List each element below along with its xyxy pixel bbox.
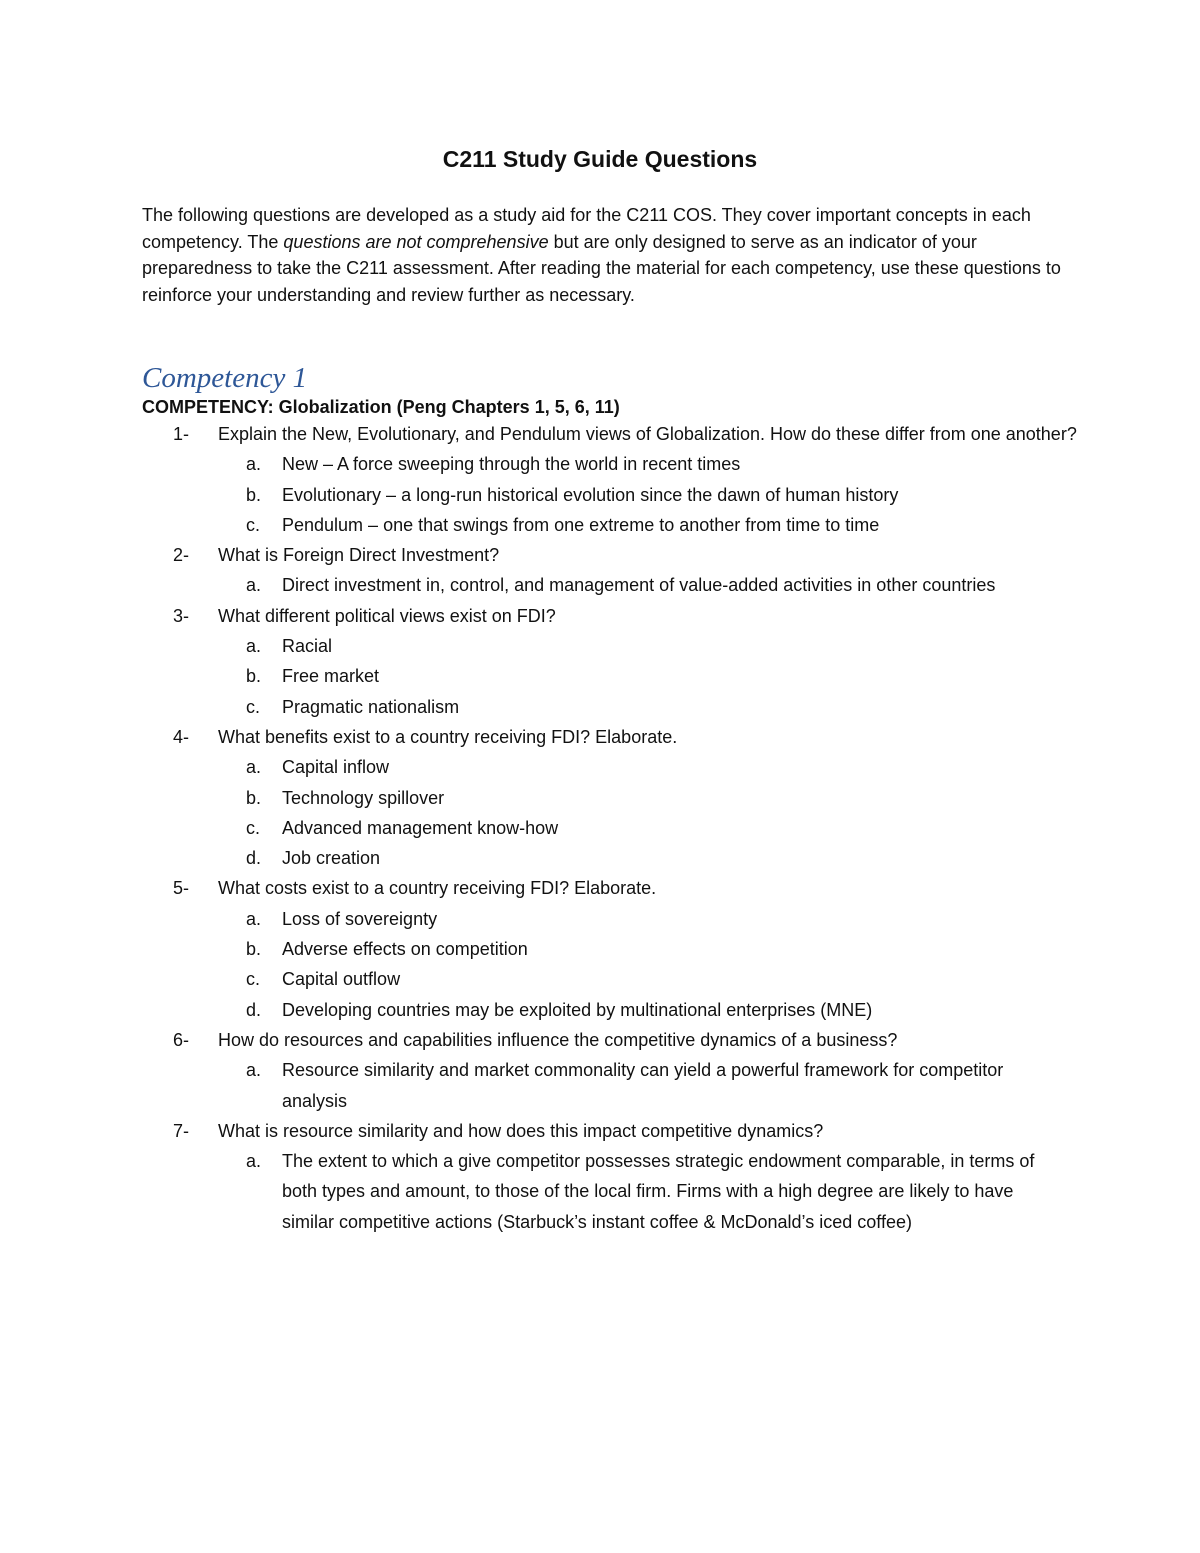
answer-text: Capital inflow (282, 757, 390, 778)
answer-item (0, 1146, 1200, 1237)
answer-list (0, 904, 1200, 1025)
answer-item (0, 783, 1200, 813)
question-line (0, 1025, 1200, 1055)
answer-list (0, 1055, 1200, 1116)
answer-item (0, 843, 1200, 873)
answer-item (0, 661, 1200, 691)
question-line (0, 601, 1200, 631)
question-text: What is resource similarity and how does this impact competitive dynamics? (218, 1120, 824, 1141)
question-text: Explain the New, Evolutionary, and Pendulum views of Globalization. How do these differ from one another? (218, 424, 1077, 444)
answer-letter: b. (246, 787, 262, 808)
question-item (0, 540, 1200, 601)
answer-letter: c. (246, 696, 261, 717)
question-line (0, 1116, 1200, 1146)
answer-text: Job creation (282, 848, 381, 869)
answer-item (0, 904, 1200, 934)
answer-item (0, 964, 1200, 994)
answer-text: Technology spillover (282, 787, 445, 808)
answer-text: Pragmatic nationalism (282, 696, 460, 717)
question-line (0, 540, 1200, 570)
answer-item (0, 813, 1200, 843)
answer-letter: a. (246, 454, 262, 475)
question-number: 7- (173, 1120, 190, 1141)
question-item (0, 1025, 1200, 1116)
question-text: How do resources and capabilities influence the competitive dynamics of a business? (218, 1029, 898, 1050)
answer-list (0, 570, 1200, 600)
answer-text: Developing countries may be exploited by multinational enterprises (MNE) (282, 999, 873, 1020)
question-list (0, 419, 1200, 1237)
question-item (0, 722, 1200, 873)
answer-text: Racial (282, 636, 333, 657)
answer-text: The extent to which a give competitor possesses strategic endowment comparable, in terms of both types and amount, to those of the local firm. Firms with a high degree are likely to have similar competitive actions (Starbuck’s instant coffee & McDonald’s iced coffee) (282, 1151, 1035, 1232)
document-title: C211 Study Guide Questions (442, 146, 758, 172)
answer-letter: c. (246, 969, 261, 990)
answer-letter: d. (246, 999, 262, 1020)
answer-text: Loss of sovereignty (282, 908, 438, 929)
answer-list (0, 631, 1200, 722)
intro-emphasis: questions are not comprehensive (283, 231, 549, 252)
answer-list (0, 449, 1200, 540)
answer-text: Adverse effects on competition (282, 939, 528, 960)
answer-letter: a. (246, 757, 262, 778)
answer-text: Resource similarity and market commonality can yield a powerful framework for competitor analysis (282, 1060, 1004, 1111)
question-text: What costs exist to a country receiving FDI? Elaborate. (218, 878, 657, 899)
answer-item (0, 752, 1200, 782)
answer-letter: a. (246, 575, 262, 596)
answer-letter: d. (246, 848, 262, 869)
question-line (0, 419, 1200, 449)
answer-item (0, 934, 1200, 964)
answer-text: New – A force sweeping through the world in recent times (282, 454, 741, 475)
question-number: 2- (173, 545, 190, 566)
question-number: 6- (173, 1029, 190, 1050)
question-item (0, 873, 1200, 1024)
question-item (0, 601, 1200, 722)
answer-letter: b. (246, 666, 262, 687)
answer-item (0, 995, 1200, 1025)
competency-topic: Globalization (Peng Chapters 1, 5, 6, 11) (273, 397, 620, 417)
answer-text: Capital outflow (282, 969, 401, 990)
competency-heading: Competency 1 (142, 362, 308, 394)
answer-item (0, 570, 1200, 600)
answer-letter: a. (246, 908, 262, 929)
intro-text-1: The following questions are developed as a study aid for the C211 COS. They cover important concepts in each competency. The (142, 205, 1031, 252)
question-number: 3- (173, 605, 190, 626)
answer-text: Pendulum – one that swings from one extreme to another from time to time (282, 514, 880, 535)
answer-text: Direct investment in, control, and management of value-added activities in other countries (282, 575, 996, 596)
question-line (0, 873, 1200, 903)
answer-item (0, 631, 1200, 661)
question-number: 5- (173, 878, 190, 899)
answer-letter: c. (246, 817, 261, 838)
answer-letter: b. (246, 484, 262, 505)
answer-item (0, 692, 1200, 722)
intro-paragraph (142, 202, 1072, 308)
intro-text-2: but are only designed to serve as an indicator of your preparedness to take the C211 assessment. After reading the material for each competency, use these questions to reinforce your understanding and review further as necessary. (142, 231, 1061, 305)
answer-text: Advanced management know-how (282, 817, 559, 838)
question-line (0, 722, 1200, 752)
question-number: 4- (173, 726, 190, 747)
competency-subtitle (142, 394, 620, 420)
answer-letter: a. (246, 636, 262, 657)
question-text: What benefits exist to a country receiving FDI? Elaborate. (218, 726, 678, 747)
answer-letter: a. (246, 1151, 262, 1172)
answer-text: Evolutionary – a long-run historical evolution since the dawn of human history (282, 484, 899, 505)
answer-letter: a. (246, 1060, 262, 1081)
answer-letter: c. (246, 514, 261, 535)
question-item (0, 419, 1200, 540)
question-text: What is Foreign Direct Investment? (218, 545, 500, 566)
answer-list (0, 1146, 1200, 1237)
answer-letter: b. (246, 939, 262, 960)
answer-item (0, 510, 1200, 540)
answer-item (0, 1055, 1200, 1116)
question-number: 1- (173, 424, 190, 444)
answer-item (0, 480, 1200, 510)
answer-list (0, 752, 1200, 873)
question-text: What different political views exist on FDI? (218, 605, 556, 626)
answer-item (0, 449, 1200, 479)
question-item (0, 1116, 1200, 1237)
competency-label: COMPETENCY: (142, 397, 274, 417)
answer-text: Free market (282, 666, 380, 687)
